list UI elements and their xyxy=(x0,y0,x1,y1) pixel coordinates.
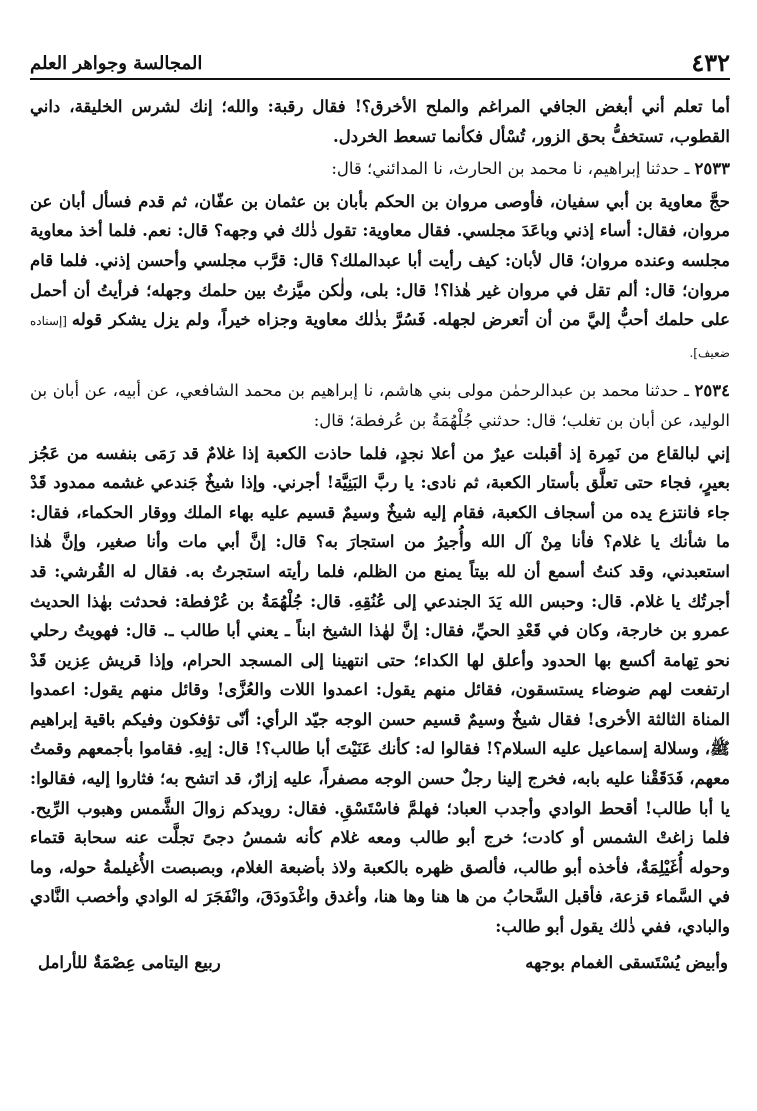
page-header xyxy=(30,38,730,80)
hadith-2534-isnad xyxy=(30,376,730,435)
page-number: ٤٣٢ xyxy=(691,48,730,77)
hadith-2533-text xyxy=(30,187,730,369)
hadith-number: ٢٥٣٤ xyxy=(694,381,730,401)
page-body xyxy=(30,92,730,978)
hadith-2534-text: إني لبالقاع من نَمِرة إذ أقبلت عيرٌ من أعلا نجدٍ، فلما حاذت الكعبة إذا غلامٌ قد رَمَى بنفسه من عَجُز بعيرٍ، فجاء حتى تعلَّق بأستار الكعبة، ثم نادى: يا ربَّ البَنِيَّة! أجرني. وإذا شيخٌ جَندعي غشمه ممدود قَدْ جاء فانتزع يده من أسجاف الكعبة، فقام إليه شيخٌ وسيمٌ قسيم عليه بهاء الملك ووقار الحكماء، فقال: ما شأنك يا غلام؟ فأنا مِنْ آل الله وأُجيرُ من استجارَ به؟ قال: إنَّ أبي مات وأنا صغير، وإنَّ هٰذا استعبدني، وقد كنتُ أسمع أن لله بيتاً يمنع من الظلم، فلما رأيته استجرتُ به. فقال له القُرشي: قد أجرتُك يا غلام. قال: وحبس الله يَدَ الجندعي إلى عُنُقِهِ. قال: جُلْهُمَةُ بن عُرْفطة: فحدثت بهٰذا الحديث عمرو بن خارجة، وكان في قَعْدِ الحيِّ، فقال: إنَّ لهٰذا الشيخ ابناً ـ يعني أبا طالب ـ. قال: فهويتُ رحلي نحو تِهامة أكسع بها الحدود وأعلق لها الكداء؛ حتى انتهينا إلى المسجد الحرام، وإذا قريش عِزين قَدْ ارتفعت لهم ضوضاء يستسقون، فقائل منهم يقول: اعمدوا اللات والعُزَّى! وقائل منهم يقول: اعمدوا المناة الثالثة الأخرى! فقال شيخٌ وسيمٌ قسيم حسن الوجه جيّد الرأي: أنّى تؤفكون وفيكم باقية إبراهيم ﷺ، وسلالة إسماعيل عليه السلام؟! فقالوا له: كأنك عَنَيْتَ أبا طالب؟! قال: إيهِ. فقاموا بأجمعهم وقمتُ معهم، فَدَقَقْنا عليه بابه، فخرج إلينا رجلٌ حسن الوجه مصفراً، عليه إزارٌ، قد اتشح به؛ فثاروا إليه، فقالوا: يا أبا طالب! أقحط الوادي وأجدب العباد؛ فهلمَّ فاسْتَسْقِ. فقال: رويدكم زوالَ الشَّمس وهبوب الرِّيح. فلما زاغتْ الشمس أو كادت؛ خرج أبو طالب ومعه غلام كأنه شمسُ دجىً تجلَّت عنه سحابة قتماء وحوله أُغَيْلِمَةٌ، فأخذه أبو طالب، فألصق ظهره بالكعبة ولاذ بأضبعة الغلام، وبصبصت الأُغيلمةُ حوله، وما في السَّماء قزعة، فأقبل السَّحابُ من ها هنا وها هنا، وأغدق واغْدَودَقَ، وانْفَجَرَ له الوادي وأخصب النَّادي والبادي، ففي ذٰلك يقول أبو طالب: xyxy=(30,443,730,937)
paragraph-continuation: أما تعلم أني أبغض الجافي المراغم والملح الأخرق؟! فقال رقبة: والله؛ إنك لشرس الخليقة، داني القطوب، تستخفُّ بحق الزور، تُسْأل فكأنما تسعط الخردل. xyxy=(30,97,730,146)
hadith-text: حجَّ معاوية بن أبي سفيان، فأوصى مروان بن الحكم بأبان بن عثمان بن عفّان، ثم قدم فسأل أبان عن مروان، فقال: أساء إذني وباعَدَ مجلسي. فقال معاوية: تقول ذٰلك في وجهه؟ قال: نعم. فلما أخذ معاوية مجلسه وعنده مروان؛ قال لأبان: كيف رأيت أبا عبدالملك؟ قال: قرَّب مجلسي وأحسن إذني. فلما قام مروان؛ قال: ألم تقل في مروان غير هٰذا؟! قال: بلى، ولٰكن ميَّزتُ بين حلمك وجهله؛ فرأيتُ أن أحمل على حلمك أحبُّ إليَّ من أن أتعرض لجهله. فَسُرَّ بذٰلك معاوية وجزاه خيراً، ولم يزل يشكر قوله xyxy=(30,191,730,330)
hadith-2533-isnad xyxy=(30,154,730,184)
hadith-number: ٢٥٣٣ xyxy=(694,159,730,179)
verse-first-hemistich: وأبيض يُسْتَسقى الغمام بوجهه xyxy=(525,952,728,972)
isnad-text: ـ حدثنا محمد بن عبدالرحمٰن مولى بني هاشم، نا إبراهيم بن محمد الشافعي، عن أبيه، عن أبان بن الوليد، عن أبان بن تغلب؛ قال: حدثني جُلْهُمَةُ بن عُرفطة؛ قال: xyxy=(30,381,730,430)
verse-second-hemistich: ربيع اليتامى عِصْمَةٌ للأرامل xyxy=(38,952,221,972)
poetry-verse xyxy=(30,948,730,978)
running-title: المجالسة وجواهر العلم xyxy=(30,53,203,74)
book-page xyxy=(30,38,730,978)
grading-note: [إسناده ضعيف]. xyxy=(30,314,730,360)
isnad-text: ـ حدثنا إبراهيم، نا محمد بن الحارث، نا المدائني؛ قال: xyxy=(331,159,695,179)
